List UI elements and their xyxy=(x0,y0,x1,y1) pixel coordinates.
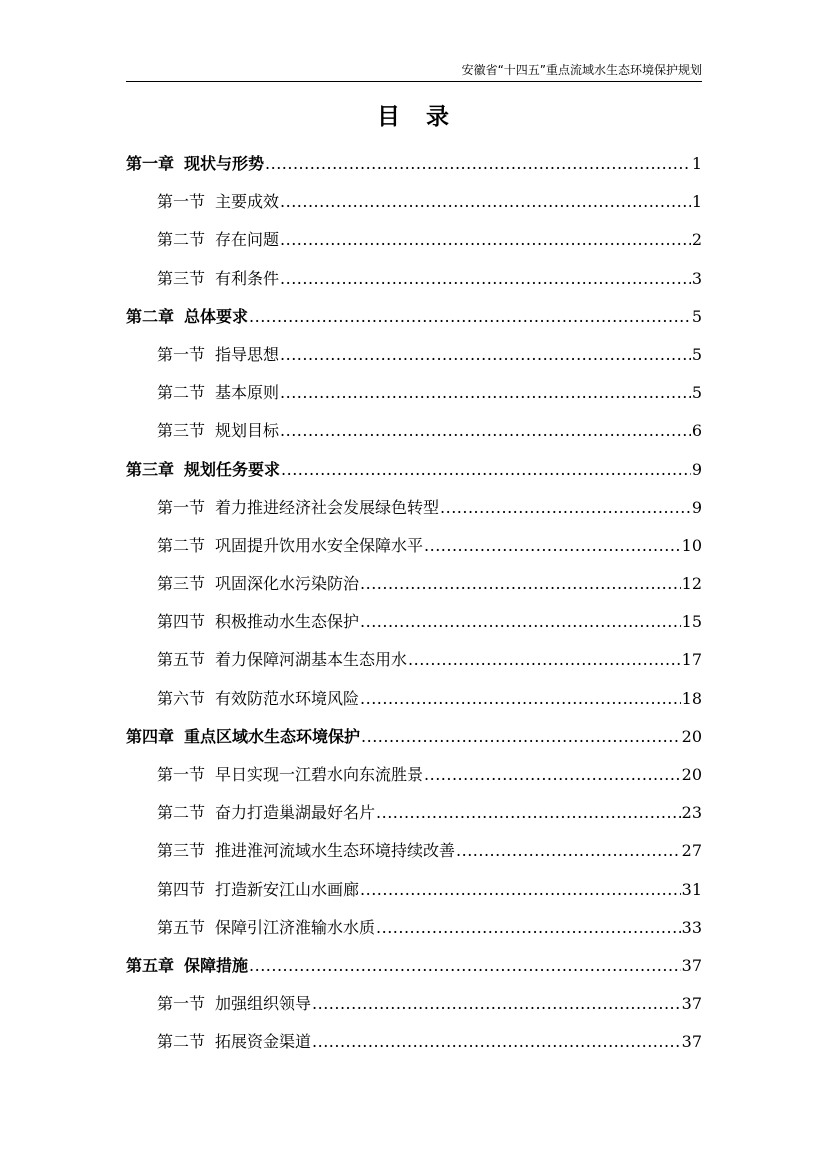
dot-leader xyxy=(281,451,691,489)
toc-entry-number: 第二节 xyxy=(157,230,206,250)
toc-entry-title: 打造新安江山水画廊 xyxy=(215,879,360,899)
toc-entry-title: 存在问题 xyxy=(215,230,280,250)
dot-leader xyxy=(360,565,681,603)
toc-entry-page: 5 xyxy=(691,306,702,326)
toc-entry-title: 重点区域水生态环境保护 xyxy=(184,726,361,746)
toc-entry-page: 20 xyxy=(681,726,702,746)
toc-entry-number: 第五节 xyxy=(157,650,206,670)
dot-leader xyxy=(361,718,681,756)
toc-entry-title: 有利条件 xyxy=(215,268,280,288)
toc-section-entry[interactable] xyxy=(126,794,702,832)
dot-leader xyxy=(408,641,681,679)
toc-entry-title: 规划任务要求 xyxy=(184,459,281,479)
toc-section-entry[interactable] xyxy=(126,1023,702,1061)
dot-leader xyxy=(312,1023,681,1061)
toc-entry-title: 着力保障河湖基本生态用水 xyxy=(215,650,408,670)
toc-entry-page: 20 xyxy=(681,765,702,784)
toc-entry-number: 第五章 xyxy=(126,955,175,975)
header-rule xyxy=(126,81,702,82)
toc-section-entry[interactable] xyxy=(126,489,702,527)
toc-entry-page: 17 xyxy=(681,650,702,670)
toc-entry-page: 37 xyxy=(681,955,702,975)
dot-leader xyxy=(424,756,681,794)
toc-entry-number: 第一节 xyxy=(157,497,206,517)
toc-entry-title: 有效防范水环境风险 xyxy=(215,688,360,708)
dot-leader xyxy=(424,527,681,565)
toc-chapter-entry[interactable] xyxy=(126,718,702,756)
dot-leader xyxy=(456,832,681,870)
toc-entry-number: 第三章 xyxy=(126,459,175,479)
toc-entry-page: 1 xyxy=(691,154,702,173)
toc-chapter-entry[interactable] xyxy=(126,145,702,183)
toc-entry-page: 5 xyxy=(691,383,702,403)
toc-entry-page: 6 xyxy=(691,421,702,441)
toc-section-entry[interactable] xyxy=(126,565,702,603)
table-of-contents xyxy=(126,145,702,1062)
toc-entry-number: 第二节 xyxy=(157,803,206,823)
toc-section-entry[interactable] xyxy=(126,603,702,641)
dot-leader xyxy=(360,871,681,909)
toc-entry-page: 23 xyxy=(681,803,702,823)
toc-entry-page: 37 xyxy=(681,1032,702,1052)
dot-leader xyxy=(440,489,691,527)
dot-leader xyxy=(280,336,691,374)
toc-entry-number: 第三节 xyxy=(157,574,206,594)
toc-entry-title: 现状与形势 xyxy=(184,154,265,173)
toc-entry-title: 积极推动水生态保护 xyxy=(215,612,360,632)
toc-section-entry[interactable] xyxy=(126,183,702,221)
toc-entry-number: 第三节 xyxy=(157,268,206,288)
page-title: 目录 xyxy=(377,104,475,130)
dot-leader xyxy=(312,985,681,1023)
toc-section-entry[interactable] xyxy=(126,871,702,909)
toc-chapter-entry[interactable] xyxy=(126,298,702,336)
toc-entry-page: 18 xyxy=(681,688,702,708)
toc-entry-page: 1 xyxy=(691,192,702,212)
toc-entry-page: 33 xyxy=(681,917,702,937)
dot-leader xyxy=(265,145,691,183)
dot-leader xyxy=(280,374,691,412)
toc-entry-page: 5 xyxy=(691,344,702,364)
toc-section-entry[interactable] xyxy=(126,641,702,679)
toc-entry-number: 第一节 xyxy=(157,344,206,364)
toc-entry-number: 第六节 xyxy=(157,688,206,708)
toc-entry-number: 第三节 xyxy=(157,841,206,861)
toc-entry-page: 27 xyxy=(681,841,702,861)
toc-entry-page: 37 xyxy=(681,994,702,1014)
toc-entry-number: 第四节 xyxy=(157,879,206,899)
toc-entry-title: 保障措施 xyxy=(184,955,249,975)
toc-entry-page: 10 xyxy=(681,535,702,555)
toc-entry-number: 第二节 xyxy=(157,535,206,555)
toc-entry-number: 第一节 xyxy=(157,192,206,212)
toc-entry-number: 第四节 xyxy=(157,612,206,632)
toc-entry-page: 3 xyxy=(691,268,702,288)
toc-section-entry[interactable] xyxy=(126,260,702,298)
dot-leader xyxy=(376,909,681,947)
toc-section-entry[interactable] xyxy=(126,374,702,412)
toc-entry-page: 15 xyxy=(681,612,702,632)
toc-entry-page: 12 xyxy=(681,574,702,594)
toc-entry-title: 着力推进经济社会发展绿色转型 xyxy=(215,497,440,517)
toc-entry-title: 推进淮河流域水生态环境持续改善 xyxy=(215,841,456,861)
toc-section-entry[interactable] xyxy=(126,909,702,947)
toc-entry-page: 2 xyxy=(691,230,702,250)
toc-entry-number: 第二章 xyxy=(126,306,175,326)
toc-entry-title: 巩固深化水污染防治 xyxy=(215,574,360,594)
toc-section-entry[interactable] xyxy=(126,336,702,374)
toc-section-entry[interactable] xyxy=(126,412,702,450)
toc-entry-title: 奋力打造巢湖最好名片 xyxy=(215,803,376,823)
toc-entry-title: 加强组织领导 xyxy=(215,994,312,1014)
toc-entry-page: 9 xyxy=(691,459,702,479)
toc-entry-title: 规划目标 xyxy=(215,421,280,441)
toc-entry-page: 9 xyxy=(691,497,702,517)
dot-leader xyxy=(360,603,681,641)
toc-entry-title: 总体要求 xyxy=(184,306,249,326)
toc-entry-number: 第三节 xyxy=(157,421,206,441)
toc-entry-title: 基本原则 xyxy=(215,383,280,403)
dot-leader xyxy=(280,221,691,259)
dot-leader xyxy=(280,183,691,221)
toc-entry-number: 第四章 xyxy=(126,726,175,746)
toc-entry-number: 第一章 xyxy=(126,154,175,173)
dot-leader xyxy=(249,947,681,985)
toc-entry-number: 第五节 xyxy=(157,917,206,937)
toc-section-entry[interactable] xyxy=(126,527,702,565)
toc-entry-title: 巩固提升饮用水安全保障水平 xyxy=(215,535,424,555)
dot-leader xyxy=(280,412,691,450)
dot-leader xyxy=(249,298,691,336)
toc-chapter-entry[interactable] xyxy=(126,947,702,985)
toc-chapter-entry[interactable] xyxy=(126,451,702,489)
toc-entry-number: 第二节 xyxy=(157,1032,206,1052)
toc-section-entry[interactable] xyxy=(126,985,702,1023)
toc-entry-page: 31 xyxy=(681,879,702,899)
running-header: 安徽省“十四五”重点流域水生态环境保护规划 xyxy=(461,63,702,77)
toc-entry-title: 保障引江济淮输水水质 xyxy=(215,917,376,937)
toc-section-entry[interactable] xyxy=(126,680,702,718)
dot-leader xyxy=(360,680,681,718)
toc-entry-title: 拓展资金渠道 xyxy=(215,1032,312,1052)
toc-section-entry[interactable] xyxy=(126,221,702,259)
toc-entry-number: 第二节 xyxy=(157,383,206,403)
dot-leader xyxy=(280,260,691,298)
toc-entry-title: 主要成效 xyxy=(215,192,280,212)
toc-entry-number: 第一节 xyxy=(157,994,206,1014)
toc-entry-title: 早日实现一江碧水向东流胜景 xyxy=(215,765,424,784)
toc-entry-number: 第一节 xyxy=(157,765,206,784)
toc-section-entry[interactable] xyxy=(126,832,702,870)
toc-section-entry[interactable] xyxy=(126,756,702,794)
toc-entry-title: 指导思想 xyxy=(215,344,280,364)
dot-leader xyxy=(376,794,681,832)
